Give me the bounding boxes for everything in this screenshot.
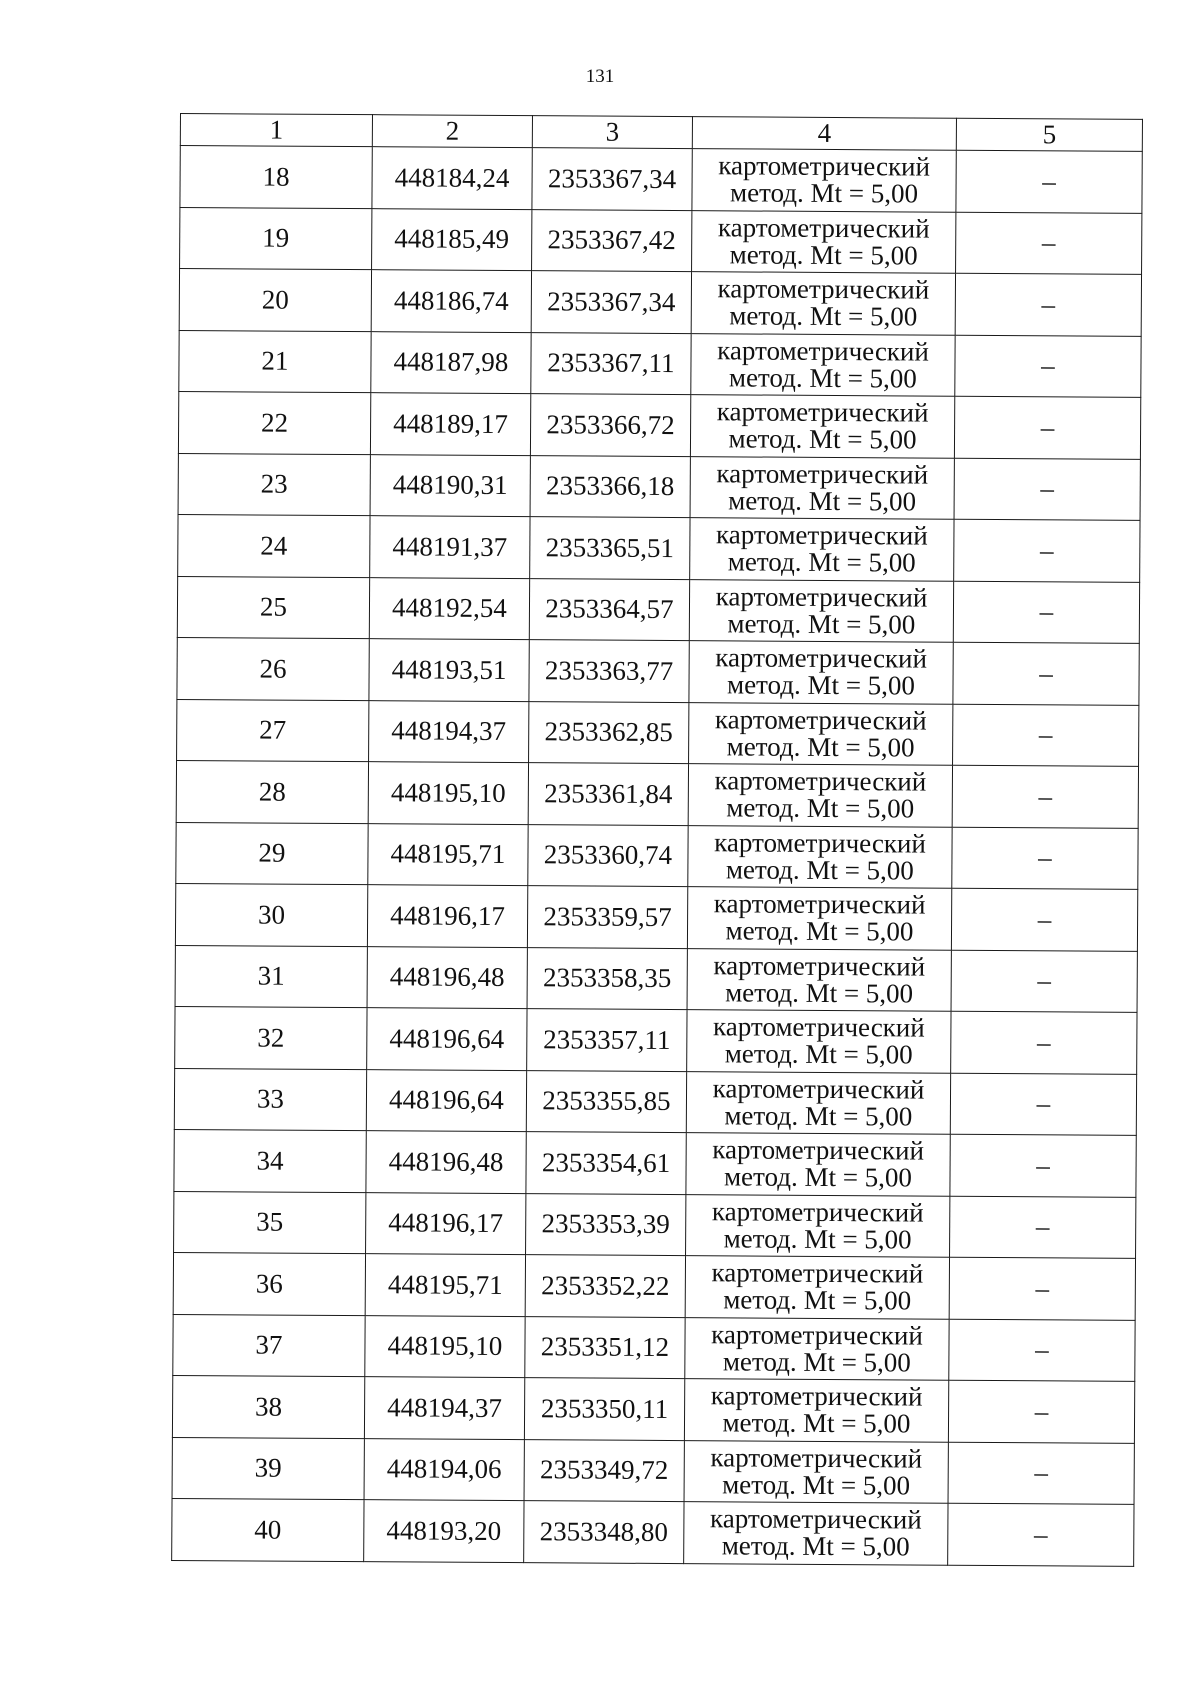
table-row bbox=[178, 391, 1140, 458]
table-row bbox=[179, 269, 1141, 336]
method-line-1: картометрический bbox=[712, 1073, 925, 1105]
point-number-cell: 40 bbox=[172, 1498, 364, 1561]
method-cell bbox=[691, 333, 955, 396]
x-coordinate-cell: 448191,37 bbox=[370, 516, 530, 578]
point-number-cell: 33 bbox=[174, 1068, 366, 1131]
x-coordinate-cell: 448186,74 bbox=[371, 270, 531, 332]
y-coordinate-cell: 2353367,34 bbox=[532, 148, 692, 210]
x-coordinate-cell: 448196,48 bbox=[366, 1131, 526, 1193]
point-number-cell: 21 bbox=[179, 330, 371, 393]
table-row bbox=[177, 699, 1139, 766]
note-cell: – bbox=[952, 765, 1138, 828]
method-line-1: картометрический bbox=[714, 704, 927, 736]
method-line-1: картометрический bbox=[710, 1442, 923, 1474]
point-number-cell: 34 bbox=[174, 1129, 366, 1192]
y-coordinate-cell: 2353364,57 bbox=[529, 578, 689, 640]
method-cell bbox=[692, 149, 956, 212]
table-row bbox=[172, 1437, 1134, 1504]
header-col-2: 2 bbox=[372, 115, 532, 148]
y-coordinate-cell: 2353354,61 bbox=[526, 1132, 686, 1194]
x-coordinate-cell: 448192,54 bbox=[369, 577, 529, 639]
x-coordinate-cell: 448193,51 bbox=[369, 639, 529, 701]
method-cell bbox=[685, 1317, 949, 1380]
note-cell: – bbox=[952, 827, 1138, 890]
method-cell bbox=[687, 1010, 951, 1073]
method-line-2: метод. Mt = 5,00 bbox=[723, 1284, 912, 1316]
y-coordinate-cell: 2353352,22 bbox=[525, 1255, 685, 1317]
method-line-1: картометрический bbox=[711, 1319, 923, 1351]
point-number-cell: 22 bbox=[178, 391, 370, 454]
x-coordinate-cell: 448185,49 bbox=[372, 208, 532, 270]
note-cell: – bbox=[954, 458, 1140, 521]
header-col-3: 3 bbox=[532, 116, 692, 149]
point-number-cell: 39 bbox=[172, 1437, 364, 1500]
note-cell: – bbox=[956, 150, 1142, 213]
note-cell: – bbox=[951, 950, 1137, 1013]
table-row bbox=[176, 822, 1138, 889]
method-line-2: метод. Mt = 5,00 bbox=[722, 1346, 911, 1378]
y-coordinate-cell: 2353348,80 bbox=[524, 1501, 684, 1563]
method-line-2: метод. Mt = 5,00 bbox=[727, 608, 916, 640]
method-line-1: картометрический bbox=[717, 212, 930, 244]
method-line-2: метод. Mt = 5,00 bbox=[727, 546, 916, 578]
method-line-2: метод. Mt = 5,00 bbox=[723, 1161, 913, 1193]
x-coordinate-cell: 448195,71 bbox=[365, 1254, 525, 1316]
x-coordinate-cell: 448193,20 bbox=[364, 1500, 524, 1562]
note-cell: – bbox=[956, 212, 1142, 275]
method-line-1: картометрический bbox=[713, 950, 926, 982]
x-coordinate-cell: 448196,17 bbox=[366, 1192, 526, 1254]
table-row bbox=[173, 1314, 1135, 1381]
x-coordinate-cell: 448196,17 bbox=[367, 885, 527, 947]
x-coordinate-cell: 448195,10 bbox=[368, 762, 528, 824]
note-cell: – bbox=[948, 1380, 1134, 1443]
y-coordinate-cell: 2353360,74 bbox=[528, 824, 688, 886]
y-coordinate-cell: 2353366,18 bbox=[530, 455, 690, 517]
y-coordinate-cell: 2353359,57 bbox=[527, 886, 687, 948]
note-cell: – bbox=[950, 1073, 1136, 1136]
method-line-1: картометрический bbox=[710, 1503, 922, 1535]
table-row bbox=[178, 514, 1140, 581]
method-line-1: картометрический bbox=[718, 150, 931, 182]
note-cell: – bbox=[955, 335, 1141, 398]
method-line-2: метод. Mt = 5,00 bbox=[723, 1223, 912, 1255]
method-line-2: метод. Mt = 5,00 bbox=[726, 669, 916, 701]
y-coordinate-cell: 2353362,85 bbox=[529, 701, 689, 763]
method-line-1: картометрический bbox=[713, 888, 926, 920]
table-row bbox=[176, 760, 1138, 827]
method-line-2: метод. Mt = 5,00 bbox=[728, 423, 917, 455]
method-cell bbox=[684, 1502, 948, 1565]
x-coordinate-cell: 448195,71 bbox=[368, 823, 528, 885]
method-cell bbox=[685, 1256, 949, 1319]
table-row bbox=[177, 576, 1139, 643]
y-coordinate-cell: 2353365,51 bbox=[530, 517, 690, 579]
method-line-1: картометрический bbox=[716, 519, 928, 551]
table-row bbox=[175, 945, 1137, 1012]
x-coordinate-cell: 448194,06 bbox=[364, 1438, 524, 1500]
y-coordinate-cell: 2353366,72 bbox=[530, 394, 690, 456]
y-coordinate-cell: 2353358,35 bbox=[527, 947, 687, 1009]
method-cell bbox=[686, 1133, 950, 1196]
table-row bbox=[173, 1252, 1135, 1319]
method-line-2: метод. Mt = 5,00 bbox=[729, 300, 918, 332]
method-cell bbox=[690, 456, 954, 519]
method-cell bbox=[689, 579, 953, 642]
method-line-2: метод. Mt = 5,00 bbox=[722, 1407, 911, 1439]
x-coordinate-cell: 448194,37 bbox=[364, 1377, 524, 1439]
y-coordinate-cell: 2353361,84 bbox=[528, 763, 688, 825]
x-coordinate-cell: 448196,64 bbox=[366, 1069, 526, 1131]
method-line-1: картометрический bbox=[714, 765, 927, 797]
point-number-cell: 24 bbox=[178, 514, 370, 577]
note-cell: – bbox=[948, 1442, 1134, 1505]
x-coordinate-cell: 448196,64 bbox=[367, 1008, 527, 1070]
point-number-cell: 27 bbox=[177, 699, 369, 762]
coordinates-table bbox=[171, 113, 1143, 1566]
method-cell bbox=[690, 518, 954, 581]
note-cell: – bbox=[951, 1011, 1137, 1074]
note-cell: – bbox=[949, 1257, 1135, 1320]
table-row bbox=[174, 1191, 1136, 1258]
method-line-2: метод. Mt = 5,00 bbox=[729, 239, 918, 271]
note-cell: – bbox=[953, 704, 1139, 767]
x-coordinate-cell: 448195,10 bbox=[365, 1315, 525, 1377]
note-cell: – bbox=[954, 519, 1140, 582]
method-line-1: картометрический bbox=[711, 1257, 924, 1289]
method-line-1: картометрический bbox=[713, 1011, 925, 1043]
point-number-cell: 25 bbox=[177, 576, 369, 639]
y-coordinate-cell: 2353367,34 bbox=[531, 271, 691, 333]
x-coordinate-cell: 448189,17 bbox=[370, 393, 530, 455]
y-coordinate-cell: 2353350,11 bbox=[524, 1378, 684, 1440]
y-coordinate-cell: 2353351,12 bbox=[525, 1316, 685, 1378]
method-cell bbox=[689, 702, 953, 765]
x-coordinate-cell: 448187,98 bbox=[371, 331, 531, 393]
note-cell: – bbox=[954, 396, 1140, 459]
x-coordinate-cell: 448190,31 bbox=[370, 454, 530, 516]
table-row bbox=[174, 1129, 1136, 1196]
method-line-2: метод. Mt = 5,00 bbox=[725, 915, 914, 947]
x-coordinate-cell: 448196,48 bbox=[367, 946, 527, 1008]
method-line-1: картометрический bbox=[717, 335, 929, 367]
method-line-2: метод. Mt = 5,00 bbox=[721, 1530, 910, 1562]
table-body bbox=[172, 146, 1143, 1566]
point-number-cell: 18 bbox=[180, 146, 372, 209]
method-line-2: метод. Mt = 5,00 bbox=[726, 792, 915, 824]
table-row bbox=[180, 207, 1142, 274]
header-col-4: 4 bbox=[692, 117, 956, 151]
point-number-cell: 37 bbox=[173, 1314, 365, 1377]
method-cell bbox=[687, 948, 951, 1011]
y-coordinate-cell: 2353349,72 bbox=[524, 1439, 684, 1501]
table-row bbox=[175, 883, 1137, 950]
method-cell bbox=[689, 641, 953, 704]
method-line-1: картометрический bbox=[710, 1380, 923, 1412]
page-number: 131 bbox=[585, 66, 615, 87]
method-line-1: картометрический bbox=[715, 581, 928, 613]
method-cell bbox=[688, 825, 952, 888]
point-number-cell: 28 bbox=[176, 760, 368, 823]
table-row bbox=[174, 1068, 1136, 1135]
method-cell bbox=[687, 887, 951, 950]
method-line-2: метод. Mt = 5,00 bbox=[729, 177, 919, 209]
method-cell bbox=[692, 210, 956, 273]
method-cell bbox=[686, 1194, 950, 1257]
method-cell bbox=[688, 764, 952, 827]
table-row bbox=[180, 146, 1142, 213]
method-line-2: метод. Mt = 5,00 bbox=[728, 362, 917, 394]
method-line-1: картометрический bbox=[714, 827, 926, 859]
method-cell bbox=[684, 1379, 948, 1442]
point-number-cell: 19 bbox=[180, 207, 372, 270]
method-line-1: картометрический bbox=[717, 273, 930, 305]
method-cell bbox=[684, 1440, 948, 1503]
note-cell: – bbox=[953, 581, 1139, 644]
point-number-cell: 31 bbox=[175, 945, 367, 1008]
header-col-5: 5 bbox=[956, 118, 1142, 151]
y-coordinate-cell: 2353363,77 bbox=[529, 640, 689, 702]
point-number-cell: 38 bbox=[172, 1375, 364, 1438]
point-number-cell: 29 bbox=[176, 822, 368, 885]
method-line-2: метод. Mt = 5,00 bbox=[728, 485, 917, 517]
y-coordinate-cell: 2353367,42 bbox=[532, 209, 692, 271]
note-cell: – bbox=[950, 1196, 1136, 1259]
table-row bbox=[179, 330, 1141, 397]
method-cell bbox=[691, 272, 955, 335]
method-line-2: метод. Mt = 5,00 bbox=[725, 977, 914, 1009]
point-number-cell: 23 bbox=[178, 453, 370, 516]
method-cell bbox=[690, 395, 954, 458]
table-row bbox=[178, 453, 1140, 520]
point-number-cell: 26 bbox=[177, 637, 369, 700]
method-line-1: картометрический bbox=[716, 458, 929, 490]
point-number-cell: 30 bbox=[175, 883, 367, 946]
point-number-cell: 20 bbox=[179, 269, 371, 332]
point-number-cell: 36 bbox=[173, 1252, 365, 1315]
method-line-2: метод. Mt = 5,00 bbox=[725, 854, 914, 886]
y-coordinate-cell: 2353353,39 bbox=[526, 1193, 686, 1255]
note-cell: – bbox=[948, 1503, 1134, 1566]
point-number-cell: 35 bbox=[174, 1191, 366, 1254]
note-cell: – bbox=[950, 1134, 1136, 1197]
header-col-1: 1 bbox=[180, 114, 372, 147]
table-row bbox=[175, 1006, 1137, 1073]
method-line-2: метод. Mt = 5,00 bbox=[722, 1469, 911, 1501]
table-row bbox=[177, 637, 1139, 704]
point-number-cell: 32 bbox=[175, 1006, 367, 1069]
method-line-2: метод. Mt = 5,00 bbox=[724, 1100, 913, 1132]
note-cell: – bbox=[949, 1319, 1135, 1382]
y-coordinate-cell: 2353357,11 bbox=[527, 1009, 687, 1071]
table-row bbox=[172, 1375, 1134, 1442]
table-row bbox=[172, 1498, 1134, 1565]
method-line-1: картометрический bbox=[711, 1196, 924, 1228]
y-coordinate-cell: 2353355,85 bbox=[526, 1070, 686, 1132]
method-line-1: картометрический bbox=[712, 1134, 925, 1166]
y-coordinate-cell: 2353367,11 bbox=[531, 332, 691, 394]
method-line-2: метод. Mt = 5,00 bbox=[726, 731, 915, 763]
note-cell: – bbox=[955, 273, 1141, 336]
x-coordinate-cell: 448194,37 bbox=[369, 700, 529, 762]
x-coordinate-cell: 448184,24 bbox=[372, 147, 532, 209]
method-line-1: картометрический bbox=[715, 642, 928, 674]
method-line-2: метод. Mt = 5,00 bbox=[724, 1038, 913, 1070]
method-line-1: картометрический bbox=[716, 396, 929, 428]
note-cell: – bbox=[951, 888, 1137, 951]
note-cell: – bbox=[953, 642, 1139, 705]
method-cell bbox=[686, 1071, 950, 1134]
